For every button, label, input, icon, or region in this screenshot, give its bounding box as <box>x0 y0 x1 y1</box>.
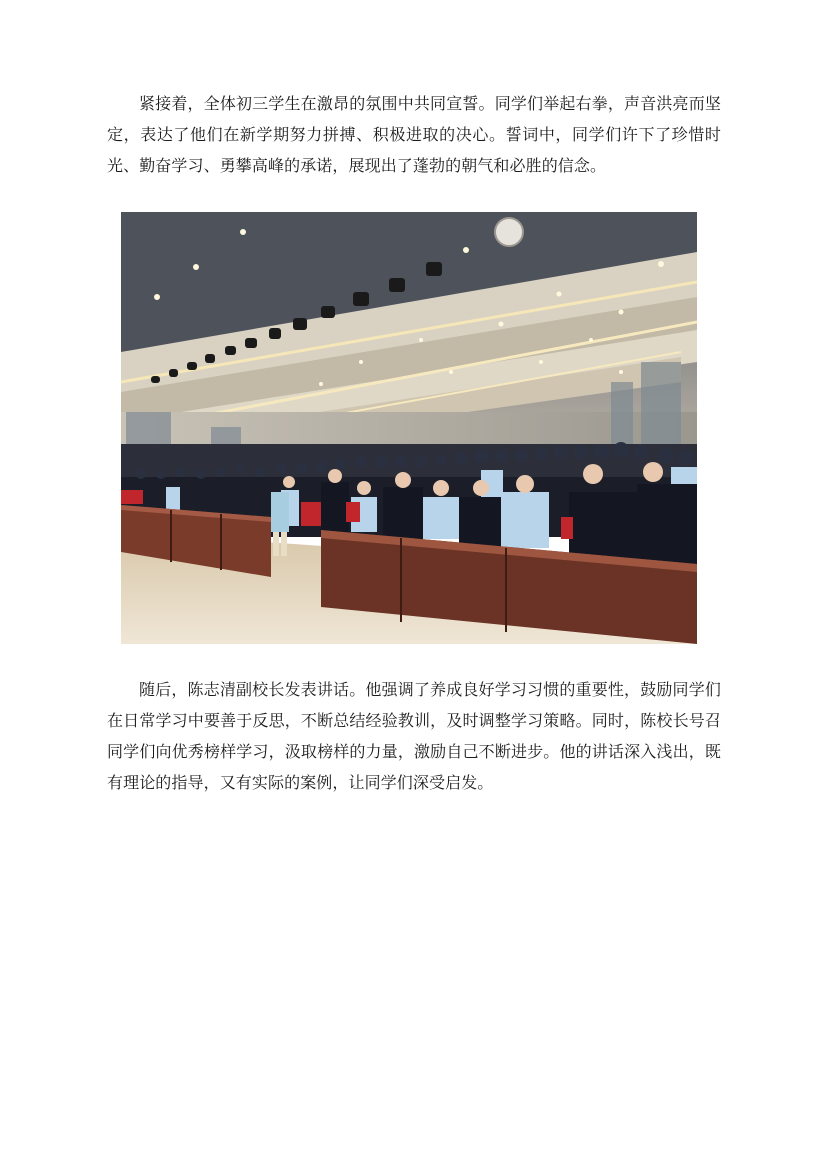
paragraph-oath: 紧接着，全体初三学生在激昂的氛围中共同宣誓。同学们举起右拳，声音洪亮而坚定，表达了他们在新学期努力拼搏、积极进取的决心。誓词中，同学们许下了珍惜时光、勤奋学习、勇攀高峰的承诺，展现出了蓬勃的朝气和必胜的信念。 <box>107 94 721 175</box>
auditorium-photo <box>121 212 697 644</box>
paragraph-speech: 随后，陈志清副校长发表讲话。他强调了养成良好学习习惯的重要性，鼓励同学们在日常学习中要善于反思，不断总结经验教训，及时调整学习策略。同时，陈校长号召同学们向优秀榜样学习，汲取榜样的力量，激励自己不断进步。他的讲话深入浅出，既有理论的指导，又有实际的案例，让同学们深受启发。 <box>107 680 721 792</box>
